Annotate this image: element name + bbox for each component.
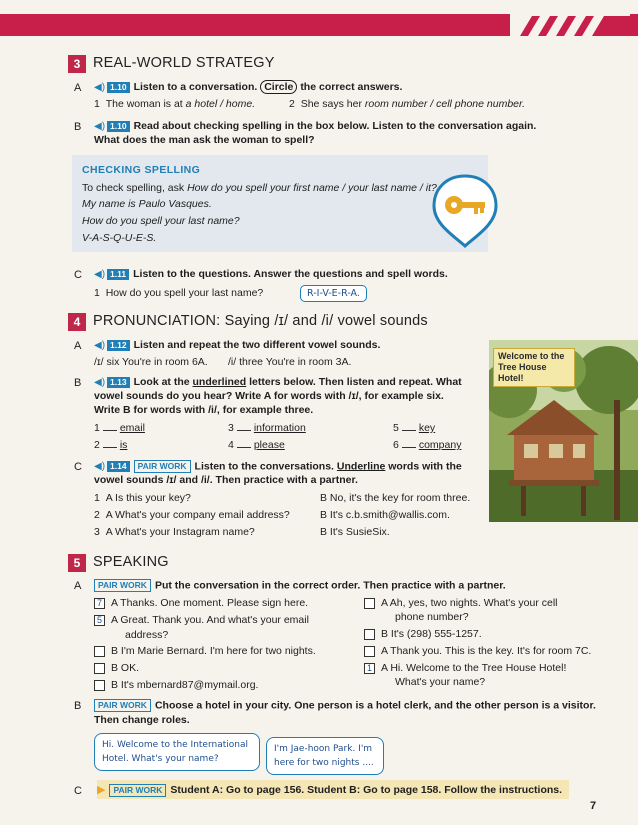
section-3-number: 3	[68, 55, 86, 73]
section-3-title: REAL-WORLD STRATEGY	[93, 55, 275, 71]
section-4b-instruction-line3: Write B for words with /i/, for example three.	[94, 404, 314, 416]
word-item: 6 company	[393, 439, 462, 451]
ordering-item: A Thank you. This is the key. It's for room 7C.	[364, 645, 591, 657]
speaker-icon: ◀)	[94, 461, 106, 472]
answer-options[interactable]: a hotel / home.	[185, 98, 256, 110]
order-box[interactable]: 7	[94, 598, 105, 609]
ordering-item: B It's mbernard87@mymail.org.	[94, 679, 258, 691]
item-letter-c: C	[74, 461, 82, 473]
ordering-item: 7 A Thanks. One moment. Please sign here.	[94, 597, 308, 609]
conversation-pair-reply: B It's c.b.smith@wallis.com.	[320, 509, 450, 521]
page-number: 7	[590, 800, 597, 812]
conversation-pair: 3 A What's your Instagram name?	[94, 526, 255, 538]
item-letter-c: C	[74, 785, 82, 797]
audio-track-button[interactable]: ◀) 1.12	[94, 340, 130, 351]
speaker-icon: ◀)	[94, 120, 106, 132]
vowel-example-1: /ɪ/ six You're in room 6A.	[94, 356, 208, 368]
section-5b-instruction-line2: Then change roles.	[94, 714, 190, 726]
section-4c-instruction: ◀) 1.14 PAIR WORK Listen to the conversations. Underline words with the	[94, 460, 462, 473]
order-box[interactable]	[94, 646, 105, 657]
audio-track-button[interactable]: ◀) 1.10	[94, 82, 130, 93]
ordering-item: B I'm Marie Bernard. I'm here for two nights.	[94, 645, 316, 657]
ordering-item-continued: phone number?	[395, 611, 469, 623]
checking-spelling-line-4: V-A-S-Q-U-E-S.	[82, 232, 157, 244]
section-3b-instruction: ◀) 1.10 Read about checking spelling in the box below. Listen to the conversation again.	[94, 120, 537, 132]
section-4c-instruction-line2: vowel sounds /ɪ/ and /i/. Then practice with a partner.	[94, 474, 358, 486]
order-box[interactable]: 1	[364, 663, 375, 674]
conversation-pair: 2 A What's your company email address?	[94, 509, 290, 521]
section-3a-instruction: ◀) 1.10 Listen to a conversation. Circle the correct answers.	[94, 81, 403, 93]
ordering-item: 5 A Great. Thank you. And what's your email	[94, 614, 309, 626]
audio-track-button[interactable]: ◀) 1.13	[94, 377, 130, 388]
order-box[interactable]	[364, 646, 375, 657]
word-item: 2 is	[94, 439, 128, 451]
ordering-item: 1 A Hi. Welcome to the Tree House Hotel!	[364, 662, 566, 674]
section-5a-instruction: PAIR WORK Put the conversation in the correct order. Then practice with a partner.	[94, 579, 506, 592]
header-stripes	[510, 10, 630, 40]
section-3c-question-1: 1 How do you spell your last name?	[94, 287, 264, 299]
word-item: 1 email	[94, 422, 145, 434]
pair-work-label: PAIR WORK	[94, 699, 151, 712]
answer-options[interactable]: room number / cell phone number.	[364, 98, 526, 110]
word-item: 5 key	[393, 422, 436, 434]
section-4-number: 4	[68, 313, 86, 331]
section-5-number: 5	[68, 554, 86, 572]
conversation-pair-reply: B It's SusieSix.	[320, 526, 390, 538]
answer-blank[interactable]	[103, 430, 117, 431]
checking-spelling-title: CHECKING SPELLING	[82, 164, 201, 176]
item-letter-a: A	[74, 580, 82, 592]
speaker-icon: ◀)	[94, 81, 106, 93]
speaker-icon: ◀)	[94, 268, 106, 280]
audio-track-button[interactable]: ◀) 1.11	[94, 269, 129, 280]
conversation-pair-reply: B No, it's the key for room three.	[320, 492, 471, 504]
section-4b-instruction-line2: vowel sounds do you hear? Write A for words with /ɪ/, for example six.	[94, 390, 444, 402]
section-5c-instruction: ▶ PAIR WORK Student A: Go to page 156. Student B: Go to page 158. Follow the instructions.	[97, 784, 563, 796]
section-3a-question-1: 1 The woman is at a hotel / home.	[94, 98, 256, 110]
order-box[interactable]	[364, 629, 375, 640]
audio-track-button[interactable]: ◀) 1.10	[94, 121, 130, 132]
ordering-item-continued: What's your name?	[395, 676, 486, 688]
answer-blank[interactable]	[103, 447, 117, 448]
order-box[interactable]: 5	[94, 615, 105, 626]
speaker-icon: ◀)	[94, 339, 106, 351]
speech-bubble-clerk: Hi. Welcome to the International Hotel. What's your name?	[94, 733, 260, 771]
conversation-pair: 1 A Is this your key?	[94, 492, 191, 504]
item-letter-c: C	[74, 269, 82, 281]
item-letter-a: A	[74, 82, 82, 94]
answer-blank[interactable]	[237, 447, 251, 448]
order-box[interactable]	[364, 598, 375, 609]
answer-blank[interactable]	[402, 430, 416, 431]
ordering-item-continued: address?	[125, 629, 169, 641]
section-4a-instruction: ◀) 1.12 Listen and repeat the two different vowel sounds.	[94, 339, 381, 351]
item-letter-b: B	[74, 700, 82, 712]
item-letter-b: B	[74, 377, 82, 389]
answer-blank[interactable]	[402, 447, 416, 448]
item-letter-b: B	[74, 121, 82, 133]
speaker-icon: ◀)	[94, 376, 106, 388]
section-5-title: SPEAKING	[93, 554, 169, 570]
vowel-example-2: /i/ three You're in room 3A.	[228, 356, 352, 368]
checking-spelling-line-2: My name is Paulo Vasques.	[82, 198, 212, 210]
section-3a-question-2: 2 She says her room number / cell phone number.	[289, 98, 526, 110]
section-5b-instruction: PAIR WORK Choose a hotel in your city. One person is a hotel clerk, and the other person is a visitor.	[94, 699, 596, 712]
checking-spelling-line-1: To check spelling, ask How do you spell your first name / your last name / it?	[82, 182, 437, 194]
pair-work-label: PAIR WORK	[94, 579, 151, 592]
section-3c-instruction: ◀) 1.11 Listen to the questions. Answer the questions and spell words.	[94, 268, 448, 280]
ordering-item: B It's (298) 555-1257.	[364, 628, 482, 640]
checking-spelling-line-3: How do you spell your last name?	[82, 215, 240, 227]
ordering-item: A Ah, yes, two nights. What's your cell	[364, 597, 558, 609]
key-pin-icon	[430, 172, 500, 250]
order-box[interactable]	[94, 663, 105, 674]
speech-bubble-visitor: I'm Jae-hoon Park. I'm here for two nights ....	[266, 737, 384, 775]
spelling-answer-box[interactable]: R-I-V-E-R-A.	[300, 285, 367, 302]
section-3b-instruction-line2: What does the man ask the woman to spell?	[94, 134, 315, 146]
section-4b-instruction: ◀) 1.13 Look at the underlined letters below. Then listen and repeat. What	[94, 376, 462, 388]
arrow-icon: ▶	[97, 784, 106, 796]
ordering-item: B OK.	[94, 662, 139, 674]
word-item: 4 please	[228, 439, 285, 451]
order-box[interactable]	[94, 680, 105, 691]
item-letter-a: A	[74, 340, 82, 352]
pair-work-label: PAIR WORK	[109, 784, 166, 797]
word-item: 3 information	[228, 422, 306, 434]
section-4-title: PRONUNCIATION: Saying /ɪ/ and /i/ vowel sounds	[93, 313, 428, 329]
pair-work-label: PAIR WORK	[134, 460, 191, 473]
audio-track-button[interactable]: ◀) 1.14	[94, 461, 130, 472]
photo-caption: Welcome to the Tree House Hotel!	[493, 348, 575, 387]
answer-blank[interactable]	[237, 430, 251, 431]
